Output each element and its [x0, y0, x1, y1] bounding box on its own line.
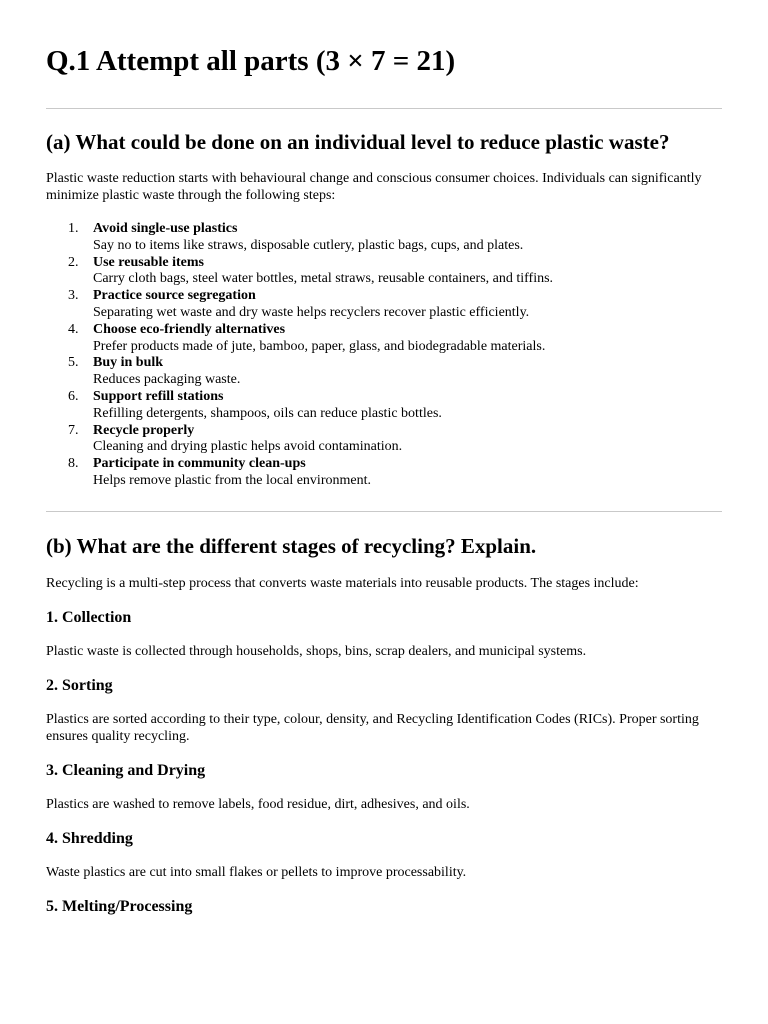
page-title: Q.1 Attempt all parts (3 × 7 = 21) [46, 45, 456, 77]
list-item-number: 1. [68, 221, 79, 236]
list-item-number: 7. [68, 422, 79, 438]
list-item-title: Practice source segregation [93, 288, 256, 304]
list-item [46, 389, 722, 423]
list-item [46, 456, 722, 490]
list-item-description: Cleaning and drying plastic helps avoid contamination. [93, 439, 403, 455]
stage-heading: 4. Shredding [46, 829, 133, 847]
list-item [46, 355, 722, 389]
list-item-title: Choose eco-friendly alternatives [93, 321, 286, 337]
list-item-number: 3. [68, 288, 79, 304]
part-a-section [46, 130, 722, 490]
stage-heading: 1. Collection [46, 608, 132, 626]
list-item-title: Support refill stations [93, 388, 224, 404]
stage-block [46, 676, 722, 745]
stage-text: Plastics are sorted according to their type, colour, density, and Recycling Identification Codes (RICs). Proper sorting ensures quality recycling. [46, 711, 699, 744]
list-item-description: Separating wet waste and dry waste helps recyclers recover plastic efficiently. [93, 304, 530, 320]
stage-block [46, 829, 722, 881]
list-item-title: Buy in bulk [93, 355, 164, 371]
part-a-heading: (a) What could be done on an individual level to reduce plastic waste? [46, 130, 670, 154]
list-item [46, 221, 722, 255]
list-item-number: 8. [68, 456, 79, 472]
list-item [46, 288, 722, 322]
list-item-description: Carry cloth bags, steel water bottles, metal straws, reusable containers, and tiffins. [93, 271, 554, 287]
section-divider [46, 108, 722, 109]
list-item-title: Participate in community clean-ups [93, 456, 306, 472]
list-item [46, 255, 722, 289]
part-b-heading: (b) What are the different stages of recycling? Explain. [46, 533, 537, 558]
list-item-number: 5. [68, 355, 79, 371]
list-item-description: Helps remove plastic from the local environment. [93, 472, 371, 488]
stage-text: Waste plastics are cut into small flakes or pellets to improve processability. [46, 864, 467, 880]
stage-heading: 2. Sorting [46, 676, 113, 694]
stage-heading: 3. Cleaning and Drying [46, 761, 206, 779]
list-item-title: Recycle properly [93, 422, 195, 438]
part-b-section [46, 534, 722, 916]
list-item [46, 423, 722, 457]
stage-text: Plastics are washed to remove labels, food residue, dirt, adhesives, and oils. [46, 796, 470, 812]
list-item-description: Reduces packaging waste. [93, 372, 241, 388]
list-item-description: Say no to items like straws, disposable cutlery, plastic bags, cups, and plates. [93, 237, 524, 253]
part-a-intro: Plastic waste reduction starts with behavioural change and conscious consumer choices. Individuals can significantly minimize plastic waste through the following steps: [46, 171, 702, 203]
part-b-intro: Recycling is a multi-step process that converts waste materials into reusable products. The stages include: [46, 575, 639, 591]
list-item-title: Use reusable items [93, 254, 204, 270]
stage-block [46, 761, 722, 813]
list-item-description: Prefer products made of jute, bamboo, paper, glass, and biodegradable materials. [93, 338, 546, 354]
list-item-title: Avoid single-use plastics [93, 221, 238, 236]
list-item-number: 4. [68, 321, 79, 337]
stage-block [46, 608, 722, 660]
section-divider [46, 511, 722, 512]
list-item-number: 6. [68, 388, 79, 404]
steps-list [46, 221, 722, 490]
list-item [46, 322, 722, 356]
stage-text: Plastic waste is collected through households, shops, bins, scrap dealers, and municipal systems. [46, 643, 587, 659]
stage-block [46, 897, 722, 916]
list-item-description: Refilling detergents, shampoos, oils can reduce plastic bottles. [93, 405, 442, 421]
list-item-number: 2. [68, 254, 79, 270]
stage-heading: 5. Melting/Processing [46, 897, 193, 915]
